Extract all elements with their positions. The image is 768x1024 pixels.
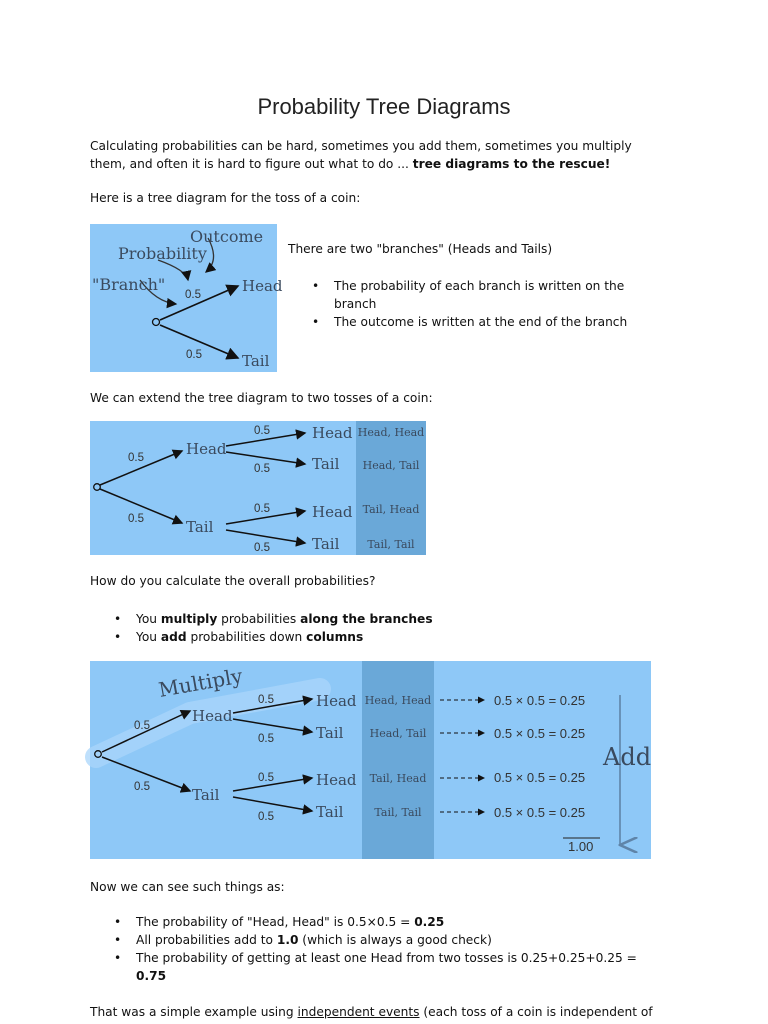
rule-bold: multiply — [160, 612, 218, 626]
last-paragraph — [90, 1003, 653, 1021]
head-probability: 0.5 — [185, 289, 201, 301]
results-column — [362, 661, 434, 859]
fig1-bullet-list — [312, 277, 652, 331]
product-calculation: 0.5 × 0.5 = 0.25 — [494, 726, 586, 741]
first-tail-probability: 0.5 — [134, 781, 150, 793]
first-head-probability: 0.5 — [134, 720, 150, 732]
rule-bold: along the branches — [300, 612, 433, 626]
single-toss-tree-svg — [90, 224, 283, 372]
first-tail-outcome: Tail — [192, 786, 220, 804]
fact-bold: 0.75 — [136, 969, 167, 983]
second-outcome: Tail — [316, 803, 344, 821]
first-head-outcome: Head — [192, 707, 233, 725]
multiply-label: Multiply — [156, 663, 245, 702]
second-probability: 0.5 — [254, 463, 270, 475]
now-paragraph: Now we can see such things as: — [90, 880, 285, 894]
second-probability: 0.5 — [258, 811, 274, 823]
rule-bold: add — [160, 630, 187, 644]
result-label: Tail, Head — [369, 772, 427, 785]
tail-probability: 0.5 — [186, 349, 202, 361]
result-label: Head, Head — [357, 426, 425, 439]
rule-text: probabilities — [217, 612, 301, 626]
root-node — [153, 319, 160, 326]
second-probability: 0.5 — [254, 503, 270, 515]
second-outcome: Head — [316, 692, 357, 710]
intro-bold: tree diagrams to the rescue! — [412, 157, 611, 171]
fact-item — [114, 949, 654, 985]
two-toss-tree-figure — [90, 421, 426, 555]
second-outcome: Head — [316, 771, 357, 789]
second-probability: 0.5 — [258, 694, 274, 706]
fig1-bullet: • The outcome is written at the end of the branch — [312, 313, 652, 331]
result-label: Head, Tail — [362, 459, 420, 472]
fact-text: The probability of "Head, Head" is 0.5×0.5 = — [136, 915, 415, 929]
intro-paragraph — [90, 137, 670, 173]
branches-text: There are two "branches" (Heads and Tails) — [288, 242, 553, 256]
second-outcome: Head — [312, 424, 353, 442]
fact-bold: 0.25 — [414, 915, 445, 929]
second-branch — [233, 719, 312, 732]
rule-bold: columns — [306, 630, 364, 644]
rule-multiply — [114, 610, 614, 628]
second-probability: 0.5 — [254, 542, 270, 554]
result-label: Head, Tail — [369, 727, 427, 740]
one-toss-paragraph: Here is a tree diagram for the toss of a coin: — [90, 191, 361, 205]
rule-text: You — [136, 630, 161, 644]
tail-outcome: Tail — [242, 352, 270, 370]
rule-add — [114, 628, 614, 646]
rules-list — [114, 610, 614, 646]
branch-label: "Branch" — [92, 275, 166, 294]
rule-text: You — [136, 612, 161, 626]
second-branch — [233, 797, 312, 811]
last-text: That was a simple example using — [90, 1005, 298, 1019]
second-outcome: Tail — [316, 724, 344, 742]
page-title: Probability Tree Diagrams — [257, 94, 511, 119]
facts-list — [114, 913, 654, 985]
results-column — [356, 421, 426, 555]
multiply-add-tree-figure — [90, 661, 651, 859]
rule-text: probabilities down — [186, 630, 307, 644]
two-tosses-paragraph: We can extend the tree diagram to two tosses of a coin: — [90, 391, 433, 405]
result-label: Tail, Head — [362, 503, 420, 516]
second-probability: 0.5 — [254, 425, 270, 437]
first-head-outcome: Head — [186, 440, 227, 458]
first-tail-probability: 0.5 — [128, 513, 144, 525]
second-probability: 0.5 — [258, 772, 274, 784]
fact-bold: 1.0 — [276, 933, 299, 947]
root-node — [94, 484, 101, 491]
result-label: Tail, Tail — [367, 538, 415, 551]
fact-item — [114, 931, 654, 949]
fact-text: The probability of getting at least one Head from two tosses is 0.25+0.25+0.25 = — [136, 951, 637, 965]
fact-text: All probabilities add to — [136, 933, 277, 947]
fact-text: (which is always a good check) — [298, 933, 492, 947]
total-value: 1.00 — [568, 839, 594, 854]
two-toss-tree-svg — [90, 421, 426, 555]
last-text: (each toss of a coin is independent of — [419, 1005, 653, 1019]
second-outcome: Tail — [312, 455, 340, 473]
product-calculation: 0.5 × 0.5 = 0.25 — [494, 693, 586, 708]
head-outcome: Head — [242, 277, 283, 295]
first-head-probability: 0.5 — [128, 452, 144, 464]
second-outcome: Head — [312, 503, 353, 521]
fig1-bullet: • The probability of each branch is written on the branch — [312, 277, 652, 313]
first-tail-outcome: Tail — [186, 518, 214, 536]
second-outcome: Tail — [312, 535, 340, 553]
multiply-add-tree-svg — [90, 661, 651, 859]
fact-item — [114, 913, 654, 931]
second-probability: 0.5 — [258, 733, 274, 745]
single-toss-tree-figure — [90, 224, 283, 372]
product-calculation: 0.5 × 0.5 = 0.25 — [494, 805, 586, 820]
overall-question: How do you calculate the overall probabilities? — [90, 574, 376, 588]
add-label: Add — [603, 743, 652, 771]
intro-text: Calculating probabilities can be hard, sometimes you add them, sometimes you multiply them, and often it is hard to figure out what to do ... — [90, 139, 632, 171]
result-label: Head, Head — [364, 694, 432, 707]
result-label: Tail, Tail — [374, 806, 422, 819]
independent-events-link[interactable]: independent events — [297, 1005, 420, 1019]
outcome-label: Outcome — [190, 227, 264, 246]
product-calculation: 0.5 × 0.5 = 0.25 — [494, 770, 586, 785]
probability-label: Probability — [118, 244, 207, 263]
